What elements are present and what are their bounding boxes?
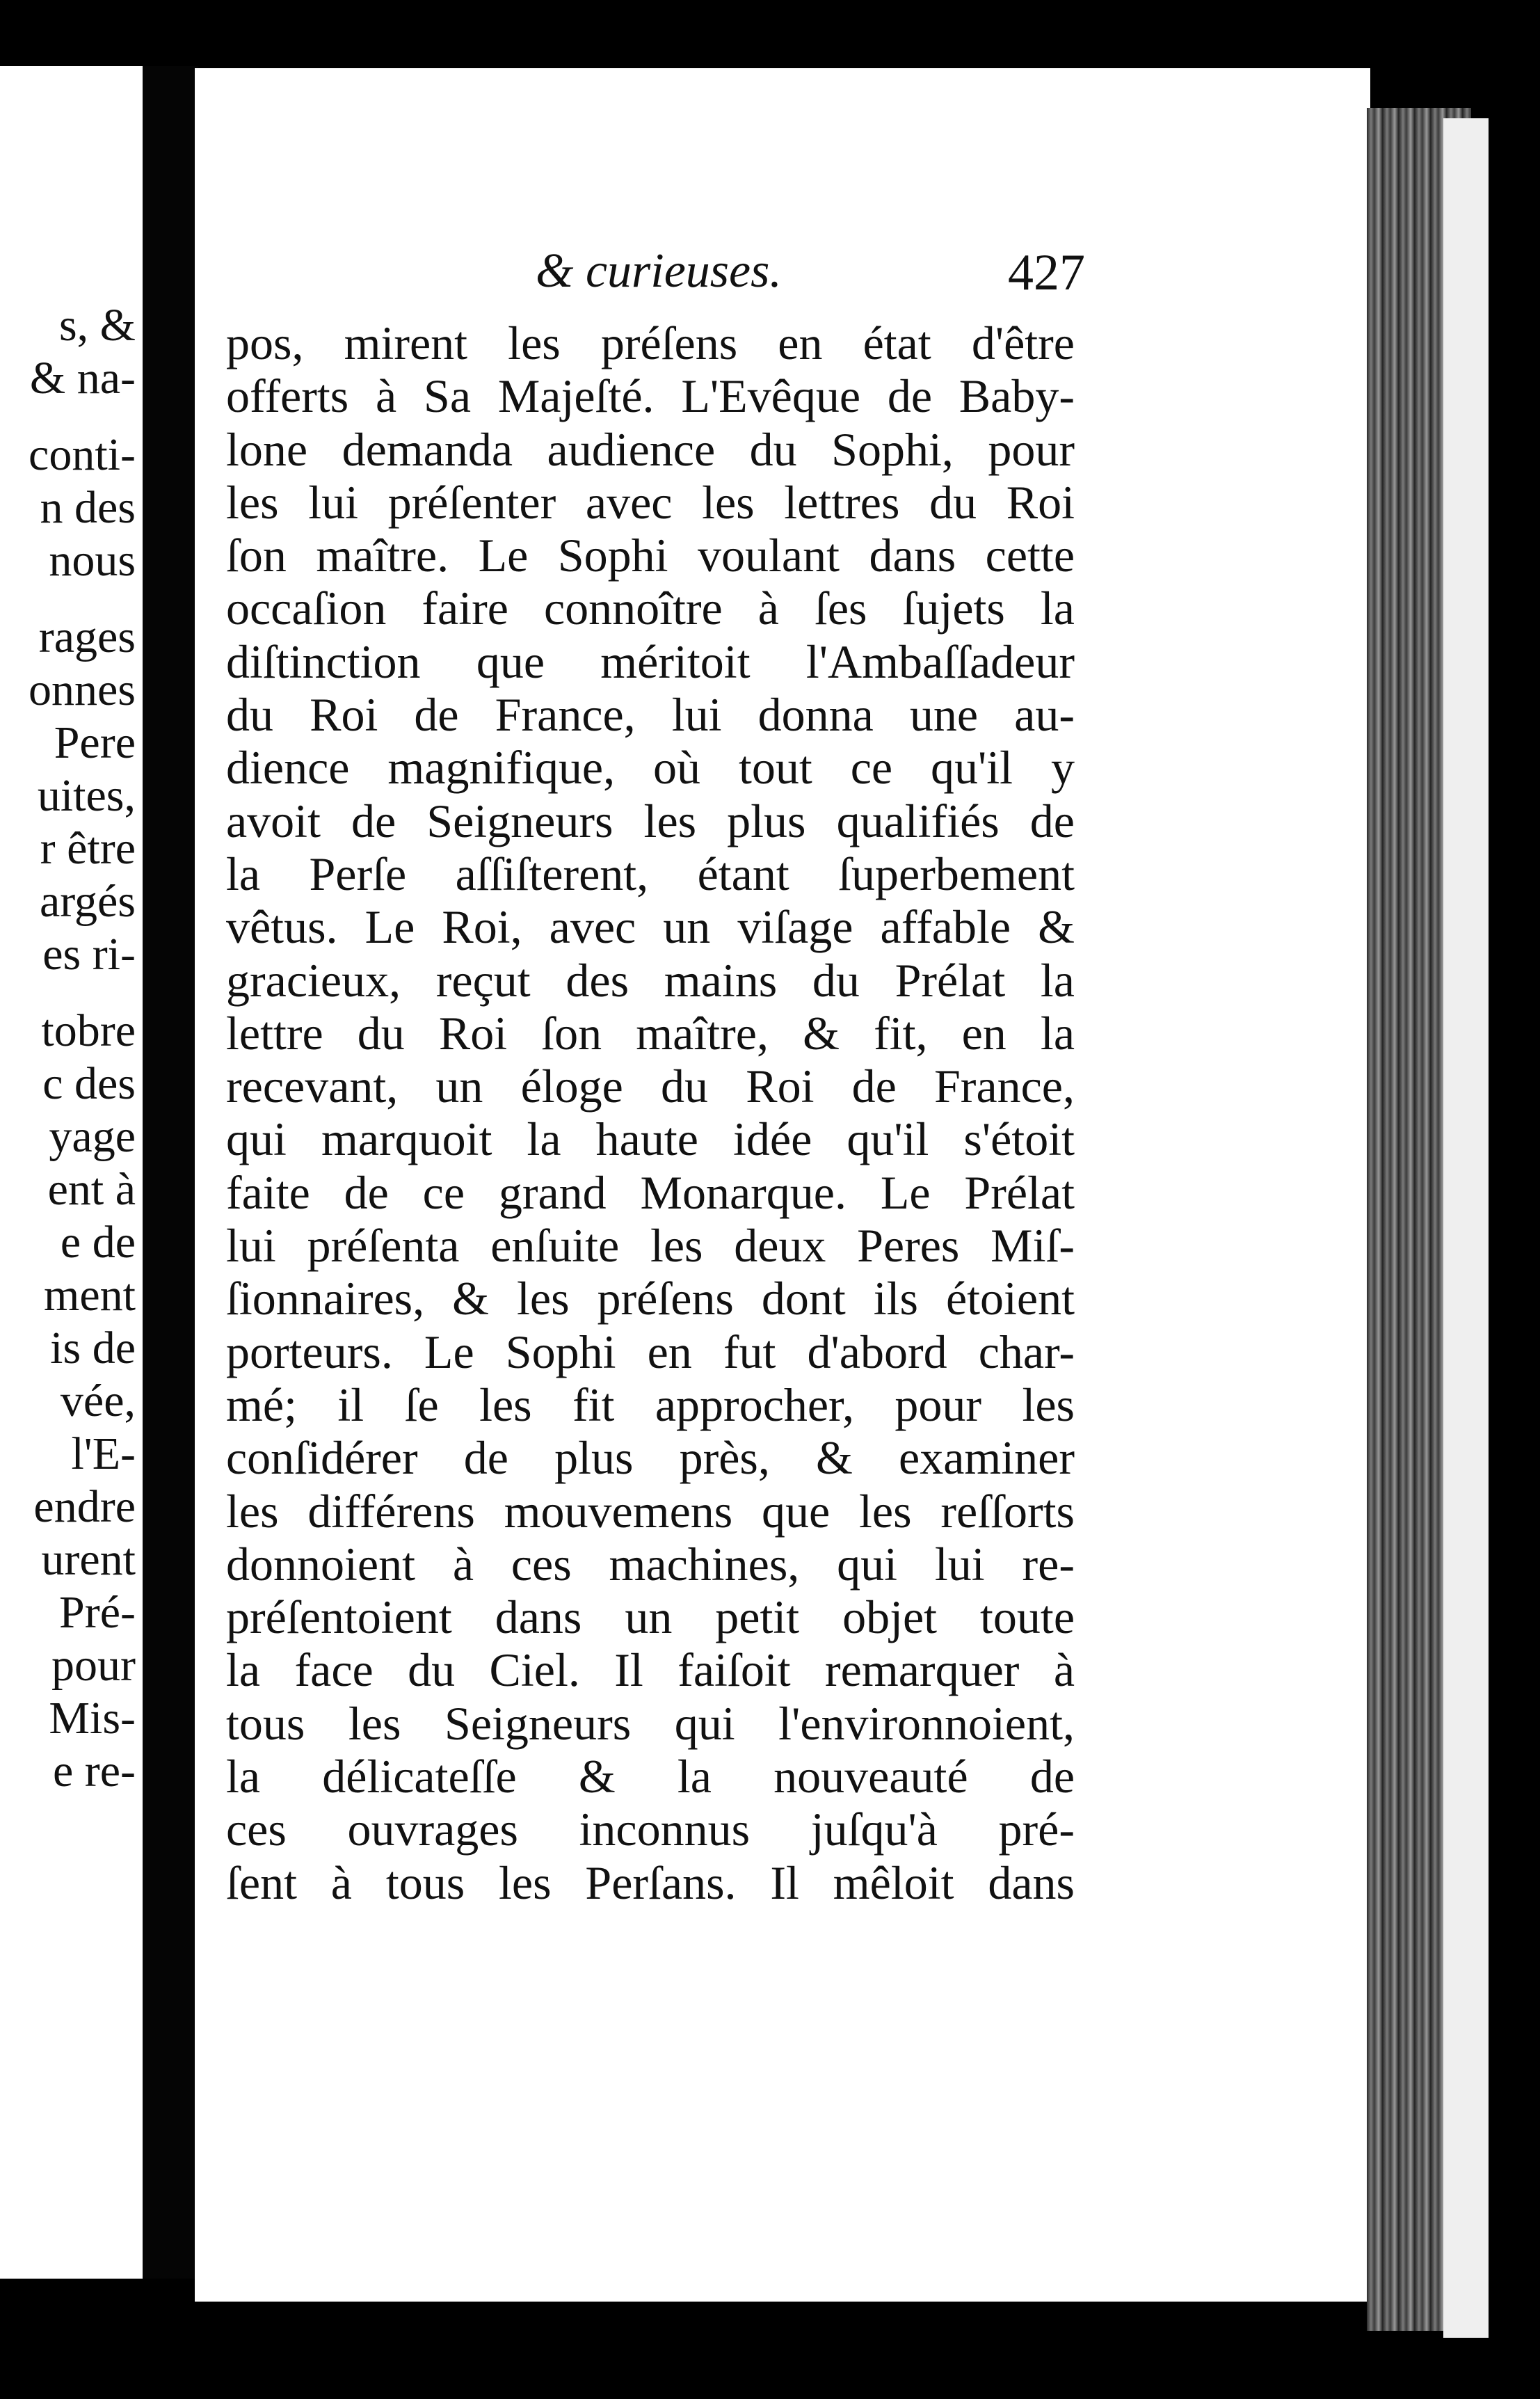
text-line: offerts à Sa Majeſté. L'Evêque de Baby-: [226, 369, 1075, 423]
facing-page-line: Pere: [54, 717, 136, 768]
scan-top-border: [0, 0, 1540, 49]
text-line: ſionnaires, & les préſens dont ils étoient: [226, 1272, 1075, 1325]
facing-page-line: tobre: [41, 1005, 136, 1056]
facing-page-line: ent à: [47, 1164, 136, 1215]
text-line: la délicateſſe & la nouveauté de: [226, 1750, 1075, 1803]
text-line: ces ouvrages inconnus juſqu'à pré-: [226, 1803, 1075, 1856]
text-line: la Perſe aſſiſterent, étant ſuperbement: [226, 847, 1075, 900]
facing-page-line: endre: [33, 1481, 136, 1532]
facing-page-line: s, &: [58, 300, 136, 351]
facing-page-line: e re-: [52, 1746, 136, 1796]
text-line: dience magnifique, où tout ce qu'il y: [226, 741, 1075, 795]
facing-page-line: argés: [39, 876, 136, 927]
text-line: lettre du Roi ſon maître, & fit, en la: [226, 1006, 1075, 1060]
facing-page-line: ment: [44, 1270, 136, 1321]
page-number: 427: [1008, 244, 1085, 301]
page-header: [536, 244, 1085, 306]
facing-page-line: l'E-: [71, 1428, 136, 1479]
facing-page-line: r être: [40, 823, 136, 874]
facing-page-line: onnes: [29, 664, 136, 715]
text-line: donnoient à ces machines, qui lui re-: [226, 1537, 1075, 1591]
facing-page-line: uites,: [37, 770, 136, 821]
text-line: vêtus. Le Roi, avec un viſage affable &: [226, 900, 1075, 954]
facing-page-line: rages: [38, 612, 136, 662]
text-line: occaſion faire connoître à ſes ſujets la: [226, 582, 1075, 635]
facing-page-line: is de: [50, 1323, 136, 1373]
text-line: porteurs. Le Sophi en fut d'abord char-: [226, 1325, 1075, 1378]
text-line: mé; il ſe les fit approcher, pour les: [226, 1378, 1075, 1431]
facing-page-line: & na-: [29, 353, 136, 404]
facing-page-line: [29, 981, 136, 1005]
body-text: [226, 317, 1075, 1909]
text-line: lone demanda audience du Sophi, pour: [226, 422, 1075, 476]
running-head: & curieuses.: [536, 244, 782, 298]
text-line: ſent à tous les Perſans. Il mêloit dans: [226, 1856, 1075, 1909]
facing-page-line: pour: [51, 1640, 136, 1691]
facing-page-line: es ri-: [42, 929, 136, 980]
facing-page-line: Mis-: [49, 1693, 136, 1744]
facing-page-line: [29, 587, 136, 611]
text-line: pos, mirent les préſens en état d'être: [226, 317, 1075, 369]
text-line: diſtinction que méritoit l'Ambaſſadeur: [226, 635, 1075, 688]
text-line: lui préſenta enſuite les deux Peres Miſ-: [226, 1219, 1075, 1273]
facing-page-line: n des: [40, 482, 136, 533]
text-line: avoit de Seigneurs les plus qualifiés de: [226, 794, 1075, 847]
page-edge-strip: [1443, 118, 1489, 2338]
facing-page-line: vée,: [60, 1376, 136, 1426]
text-line: gracieux, reçut des mains du Prélat la: [226, 953, 1075, 1007]
facing-page-line: nous: [49, 535, 136, 586]
text-line: la face du Ciel. Il faiſoit remarquer à: [226, 1643, 1075, 1697]
book-gutter: [143, 66, 198, 2279]
text-line: conſidérer de plus près, & examiner: [226, 1431, 1075, 1485]
text-line: les lui préſenter avec les lettres du Roi: [226, 475, 1075, 529]
text-line: préſentoient dans un petit objet toute: [226, 1591, 1075, 1644]
facing-page-line: Pré-: [59, 1587, 136, 1638]
facing-page-text: [29, 299, 136, 1798]
facing-page-line: e de: [60, 1217, 136, 1268]
text-line: qui marquoit la haute idée qu'il s'étoit: [226, 1113, 1075, 1166]
facing-page-line: [29, 405, 136, 429]
text-line: tous les Seigneurs qui l'environnoient,: [226, 1696, 1075, 1750]
facing-page: [0, 66, 143, 2279]
text-line: du Roi de France, lui donna une au-: [226, 688, 1075, 742]
facing-page-line: c des: [42, 1058, 136, 1109]
text-line: faite de ce grand Monarque. Le Prélat: [226, 1165, 1075, 1219]
text-line: recevant, un éloge du Roi de France,: [226, 1060, 1075, 1113]
facing-page-line: urent: [41, 1534, 136, 1585]
text-line: ſon maître. Le Sophi voulant dans cette: [226, 529, 1075, 582]
facing-page-line: yage: [49, 1111, 136, 1162]
text-line: les différens mouvemens que les reſſorts: [226, 1484, 1075, 1538]
facing-page-line: conti-: [29, 429, 136, 480]
